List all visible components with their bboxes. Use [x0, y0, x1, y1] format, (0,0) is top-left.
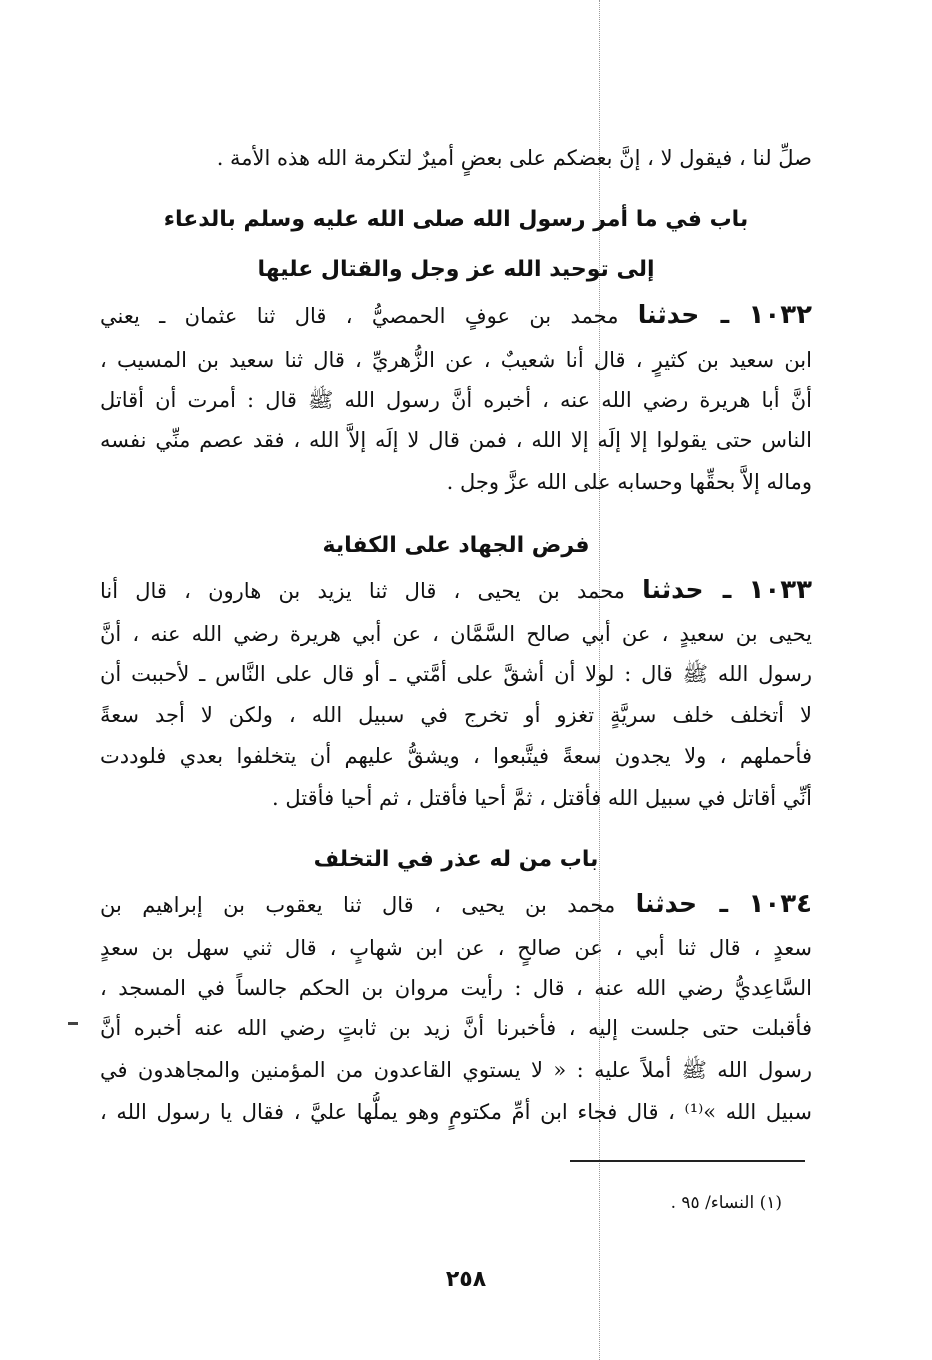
hadith-text: محمد بن يحيى ، قال ثنا يزيد بن هارون ، قال أنا [100, 579, 625, 603]
hadith-1034-line-5: رسول الله ﷺ أملاً عليه : « لا يستوي القاعدون من المؤمنين والمجاهدون في [100, 1058, 812, 1082]
hadith-1033-line-1: ١٠٣٣ ـ حدثنا محمد بن يحيى ، قال ثنا يزيد بن هارون ، قال أنا [100, 575, 812, 605]
hadith-number: ١٠٣٢ [748, 300, 812, 330]
hadith-1032-line-2: ابن سعيد بن كثيرٍ ، قال أنا شعيبٌ ، عن الزُّهريِّ ، قال ثنا سعيد بن المسيب ، [100, 348, 812, 372]
hadith-1032-line-4: الناس حتى يقولوا إلا إلَه إلا الله ، فمن قال لا إلَه إلاَّ الله ، فقد عصم منِّي نفسه [100, 428, 812, 452]
section-3-heading: باب من له عذر في التخلف [313, 847, 599, 872]
hadith-text: محمد بن عوفٍ الحمصيُّ ، قال ثنا عثمان ـ يعني [100, 304, 619, 328]
page-number: ٢٥٨ [445, 1267, 487, 1292]
hadith-text: محمد بن يحيى ، قال ثنا يعقوب بن إبراهيم بن [100, 893, 616, 917]
hadith-1032-line-3: أنَّ أبا هريرة رضي الله عنه ، أخبره أنَّ رسول الله ﷺ قال : أمرت أن أقاتل [100, 388, 812, 412]
intro-line: صلِّ لنا ، فيقول لا ، إنَّ بعضكم على بعضٍ أميرٌ لتكرمة الله هذه الأمة . [216, 146, 812, 170]
hadith-1033-line-4: لا أتخلف خلف سريَّةٍ تغزو أو تخرج في سبيل الله ، ولكن لا أجد سعةً [100, 703, 812, 727]
hadith-1033-line-6: أنِّي أقاتل في سبيل الله فأقتل ، ثمَّ أحيا فأقتل ، ثم أحيا فأقتل . [272, 786, 812, 810]
hadith-1034-line-4: فأقبلت حتى جلست إليه ، فأخبرنا أنَّ زيد بن ثابتٍ رضي الله عنه أخبره أنَّ [100, 1016, 812, 1040]
section-1-heading-line-2: إلى توحيد الله عز وجل والقتال عليها [257, 257, 655, 282]
hadith-1034-line-2: سعدٍ ، قال ثنا أبي ، عن صالحٍ ، عن ابن شهابٍ ، قال ثني سهل بن سعدٍ [100, 936, 812, 960]
hadith-number: ١٠٣٤ [748, 889, 812, 919]
footnote: (١) النساء/ ٩٥ . [670, 1193, 782, 1213]
margin-mark [68, 1022, 78, 1025]
hadith-label: حدثنا [635, 889, 698, 918]
hadith-label: حدثنا [637, 300, 700, 329]
hadith-1034-line-3: السَّاعِديُّ رضي الله عنه ، قال : رأيت مروان بن الحكم جالساً في المسجد ، [100, 976, 812, 1000]
hadith-1033-line-3: رسول الله ﷺ قال : لولا أن أشقَّ على أمَّتي ـ أو قال على النَّاس ـ لأحببت أن [100, 662, 812, 686]
hadith-number: ١٠٣٣ [748, 575, 812, 605]
hadith-1032-line-5: وماله إلاَّ بحقِّها وحسابه على الله عزَّ وجل . [446, 470, 812, 494]
hadith-1033-line-2: يحيى بن سعيدٍ ، عن أبي صالح السَّمَّان ، عن أبي هريرة رضي الله عنه ، أنَّ [100, 622, 812, 646]
section-2-heading: فرض الجهاد على الكفاية [322, 533, 590, 558]
footnote-rule [570, 1160, 805, 1162]
hadith-1034-line-6: سبيل الله »⁽¹⁾ ، قال فجاء ابن أمِّ مكتومٍ وهو يملُّها عليَّ ، فقال يا رسول الله ، [100, 1100, 812, 1124]
hadith-1032-line-1: ١٠٣٢ ـ حدثنا محمد بن عوفٍ الحمصيُّ ، قال ثنا عثمان ـ يعني [100, 300, 812, 330]
hadith-label: حدثنا [642, 575, 704, 604]
hadith-1033-line-5: فأحملهم ، ولا يجدون سعةً فيتَّبعوا ، ويشقُّ عليهم أن يتخلفوا بعدي فلوددت [100, 744, 812, 768]
hadith-1034-line-1: ١٠٣٤ ـ حدثنا محمد بن يحيى ، قال ثنا يعقوب بن إبراهيم بن [100, 889, 812, 919]
section-1-heading-line-1: باب في ما أمر رسول الله صلى الله عليه وسلم بالدعاء [163, 207, 749, 232]
